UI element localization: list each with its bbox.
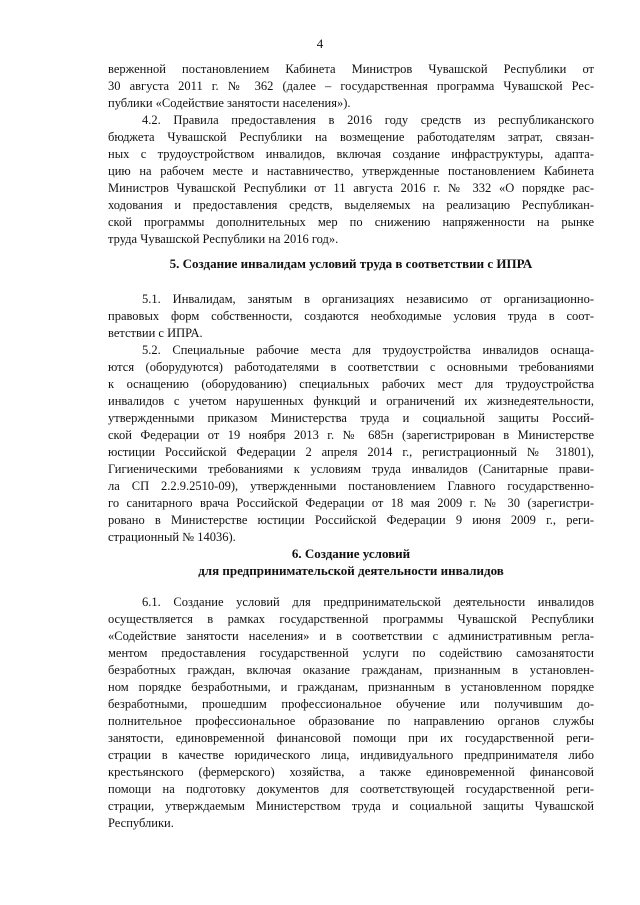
text-line: ской программы дополнительных мер по снижению напряженности на рынке <box>108 215 594 229</box>
text-line: ветствии с ИПРА. <box>108 326 203 340</box>
section-6-heading-line-2: для предпринимательской деятельности инвалидов <box>198 563 504 578</box>
text-line: ном порядке безработными, и гражданам, признанным в установленном порядке <box>108 680 594 694</box>
text-line: безработных граждан, включая оказание гражданам, признанным в установлен- <box>108 663 594 677</box>
text-line: страции, утверждаемым Министерством труда и социальной защиты Чувашской <box>108 799 594 813</box>
section-6-heading-line-1: 6. Создание условий <box>291 546 411 561</box>
text-line: Республики. <box>108 816 174 830</box>
text-line: безработными, прошедшим профессиональное обучение или получившим до- <box>108 697 594 711</box>
text-line: ской Федерации от 19 ноября 2013 г. № 685н (зарегистрирован в Министерстве <box>108 428 594 442</box>
text-line: осуществляется в рамках государственной программы Чувашской Республики <box>108 612 594 626</box>
text-line: крестьянского (фермерского) хозяйства, а также единовременной финансовой <box>108 765 594 779</box>
text-line: «Содействие занятости населения» и в соответствии с административным регла- <box>108 629 594 643</box>
text-line: ходования и предоставления средств, выделяемых на реализацию Республикан- <box>108 198 594 212</box>
paragraph-5-2 <box>108 342 594 546</box>
text-line: цию на рабочем месте и наставничество, утвержденные постановлением Кабинета <box>108 164 594 178</box>
text-line: юстиции Российской Федерации 2 апреля 2014 г., регистрационный № 31801), <box>108 445 594 459</box>
text-line: инвалидов с учетом нарушенных функций и ограничений их жизнедеятельности, <box>108 394 594 408</box>
text-line: 5.1. Инвалидам, занятым в организациях независимо от организационно- <box>142 292 594 306</box>
text-line: ла СП 2.2.9.2510-09), утвержденными постановлением Главного государственно- <box>108 479 594 493</box>
text-line: Гигиеническими требованиями к условиям труда инвалидов (Санитарные прави- <box>108 462 594 476</box>
text-line: 30 августа 2011 г. № 362 (далее – государственная программа Чувашской Рес- <box>108 79 594 93</box>
section-5-heading: 5. Создание инвалидам условий труда в соответствии с ИПРА <box>169 256 533 271</box>
text-line: го санитарного врача Российской Федерации от 18 мая 2009 г. № 30 (зарегистри- <box>108 496 594 510</box>
text-line: правовых форм собственности, создаются необходимые условия труда в соот- <box>108 309 594 323</box>
text-line: ных с трудоустройством инвалидов, включая создание инфраструктуры, адапта- <box>108 147 594 161</box>
text-line: утвержденными приказом Министерства труда и социальной защиты Россий- <box>108 411 594 425</box>
text-line: 4.2. Правила предоставления в 2016 году средств из республиканского <box>142 113 594 127</box>
text-line: труда Чувашской Республики на 2016 год». <box>108 232 339 246</box>
paragraph-5-1 <box>108 291 594 342</box>
text-line: публики «Содействие занятости населения»). <box>108 96 351 110</box>
continuation-paragraph <box>108 61 594 112</box>
text-line: полнительное профессиональное образование по направлению органов службы <box>108 714 594 728</box>
text-line: ментом предоставления государственной услуги по содействию самозанятости <box>108 646 594 660</box>
text-line: 6.1. Создание условий для предпринимательской деятельности инвалидов <box>142 595 594 609</box>
text-line: бюджета Чувашской Республики на возмещение работодателям затрат, связан- <box>108 130 594 144</box>
paragraph-4-2 <box>108 112 594 248</box>
text-line: Министров Чувашской Республики от 11 августа 2016 г. № 332 «О порядке рас- <box>108 181 594 195</box>
text-line: ются (оборудуются) работодателями в соответствии с основными требованиями <box>108 360 594 374</box>
text-line: 5.2. Специальные рабочие места для трудоустройства инвалидов оснаща- <box>142 343 594 357</box>
text-line: к оснащению (оборудованию) специальных рабочих мест для трудоустройства <box>108 377 594 391</box>
text-line: занятости, единовременной финансовой помощи при их государственной реги- <box>108 731 594 745</box>
text-line: верженной постановлением Кабинета Министров Чувашской Республики от <box>108 62 594 76</box>
text-line: страционный № 14036). <box>108 530 236 544</box>
text-line: ровано в Министерстве юстиции Российской Федерации 9 июня 2009 г., реги- <box>108 513 594 527</box>
page-number: 4 <box>316 36 324 51</box>
text-line: помощи на подготовку документов для соответствующей государственной реги- <box>108 782 594 796</box>
paragraph-6-1 <box>108 594 594 832</box>
text-line: страции в качестве юридического лица, индивидуального предпринимателя либо <box>108 748 594 762</box>
